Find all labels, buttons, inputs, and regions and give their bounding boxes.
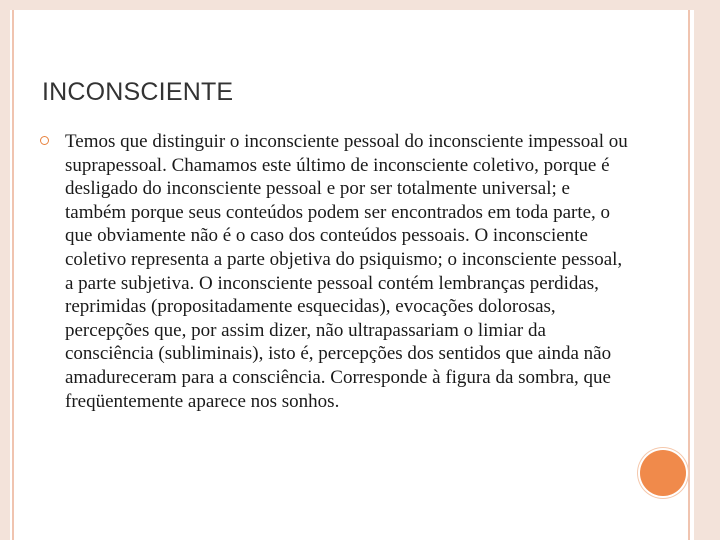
slide-frame-right-line — [688, 10, 690, 540]
bullet-list — [40, 130, 630, 413]
slide-frame-left-line — [12, 10, 14, 540]
circle-bullet-icon — [40, 136, 49, 145]
decorative-circle-icon — [640, 450, 686, 496]
bullet-item — [40, 130, 630, 413]
slide — [10, 10, 694, 540]
slide-title: INCONSCIENTE — [42, 78, 234, 106]
bullet-text: Temos que distinguir o inconsciente pessoal do inconsciente impessoal ou suprapessoal. Chamamos este último de inconsciente coletivo, porque é desligado do inconsciente pessoal e por ser totalmente universal; e também porque seus conteúdos podem ser encontrados em toda parte, o que obviamente não é o caso dos conteúdos pessoais. O inconsciente coletivo representa a parte objetiva do psiquismo; o inconsciente pessoal, a parte subjetiva. O inconsciente pessoal contém lembranças perdidas, reprimidas (propositadamente esquecidas), evocações dolorosas, percepções que, por assim dizer, não ultrapassariam o limiar da consciência (subliminais), isto é, percepções dos sentidos que ainda não amadureceram para a consciência. Corresponde à figura da sombra, que freqüentemente aparece nos sonhos. — [65, 131, 628, 412]
